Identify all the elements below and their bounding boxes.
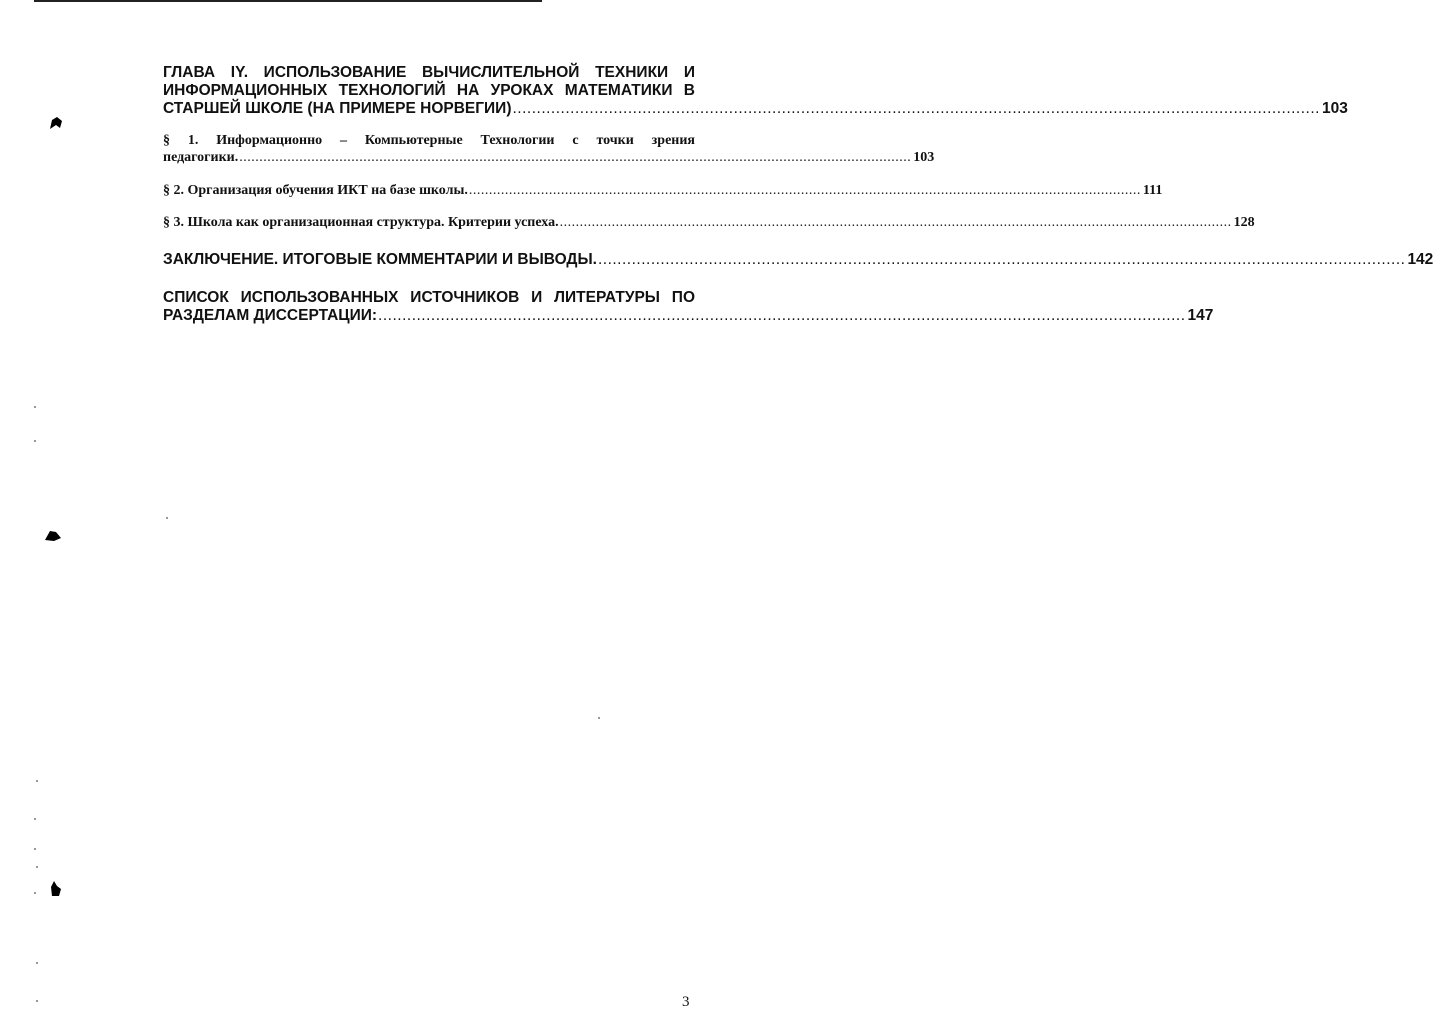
toc-leader-dots: ........................................................................................................................................................................ [512, 100, 1320, 117]
toc-page-number: 111 [1142, 183, 1163, 198]
scan-speck [36, 1000, 38, 1002]
toc-entry-conclusion[interactable] [163, 251, 1433, 269]
scan-speck [34, 818, 36, 820]
toc-entry-references[interactable] [163, 289, 1214, 325]
toc-entry-section-3[interactable] [163, 214, 1255, 231]
toc-entry-section-2[interactable] [163, 182, 1163, 199]
toc-entry-line: СТАРШЕЙ ШКОЛЕ (НА ПРИМЕРЕ НОРВЕГИИ) [163, 100, 512, 117]
toc-page-number: 103 [913, 150, 935, 165]
scan-speck [34, 848, 36, 850]
toc-entry-line: СПИСОК ИСПОЛЬЗОВАННЫХ ИСТОЧНИКОВ И ЛИТЕРАТУРЫ ПО [163, 289, 695, 306]
toc-leader-dots: ........................................................................................................................................................................ [559, 215, 1232, 230]
toc-entry-line: § 3. Школа как организационная структура. Критерии успеха. [163, 215, 559, 230]
toc-page-number: 128 [1233, 215, 1255, 230]
scan-speck [36, 780, 38, 782]
toc-entry-line: § 2. Организация обучения ИКТ на базе школы. [163, 183, 468, 198]
toc-leader-dots: ........................................................................................................................................................................ [597, 251, 1406, 268]
scan-speck [34, 406, 36, 408]
toc-page-number: 142 [1407, 251, 1433, 268]
toc-page-number: 103 [1321, 100, 1348, 117]
toc-entry-chapter-4[interactable] [163, 64, 1348, 118]
scan-speck [36, 866, 38, 868]
scan-speck [34, 440, 36, 442]
scan-speck [598, 717, 600, 719]
table-of-contents [163, 64, 1433, 325]
toc-entry-section-1[interactable] [163, 132, 935, 166]
toc-entry-line: ГЛАВА IY. ИСПОЛЬЗОВАНИЕ ВЫЧИСЛИТЕЛЬНОЙ ТЕХНИКИ И [163, 64, 695, 81]
scan-speck [166, 517, 168, 519]
toc-entry-line: § 1. Информационно – Компьютерные Технологии с точки зрения [163, 133, 695, 148]
toc-entry-line: ЗАКЛЮЧЕНИЕ. ИТОГОВЫЕ КОММЕНТАРИИ И ВЫВОДЫ. [163, 251, 597, 268]
toc-leader-dots: ........................................................................................................................................................................ [239, 150, 912, 165]
toc-entry-line: РАЗДЕЛАМ ДИССЕРТАЦИИ: [163, 307, 378, 324]
toc-leader-dots: ........................................................................................................................................................................ [378, 307, 1186, 324]
punch-hole-mark-top [48, 116, 64, 132]
toc-entry-line: ИНФОРМАЦИОННЫХ ТЕХНОЛОГИЙ НА УРОКАХ МАТЕМАТИКИ В [163, 82, 695, 99]
page-number: 3 [682, 994, 690, 1010]
scan-speck [34, 892, 36, 894]
toc-page-number: 147 [1187, 307, 1214, 324]
toc-leader-dots: ........................................................................................................................................................................ [468, 183, 1141, 198]
scan-speck [36, 962, 38, 964]
scan-top-edge [34, 0, 542, 2]
toc-entry-line: педагогики. [163, 150, 239, 165]
punch-hole-mark-bottom [49, 880, 63, 898]
punch-hole-mark-middle [44, 529, 62, 543]
